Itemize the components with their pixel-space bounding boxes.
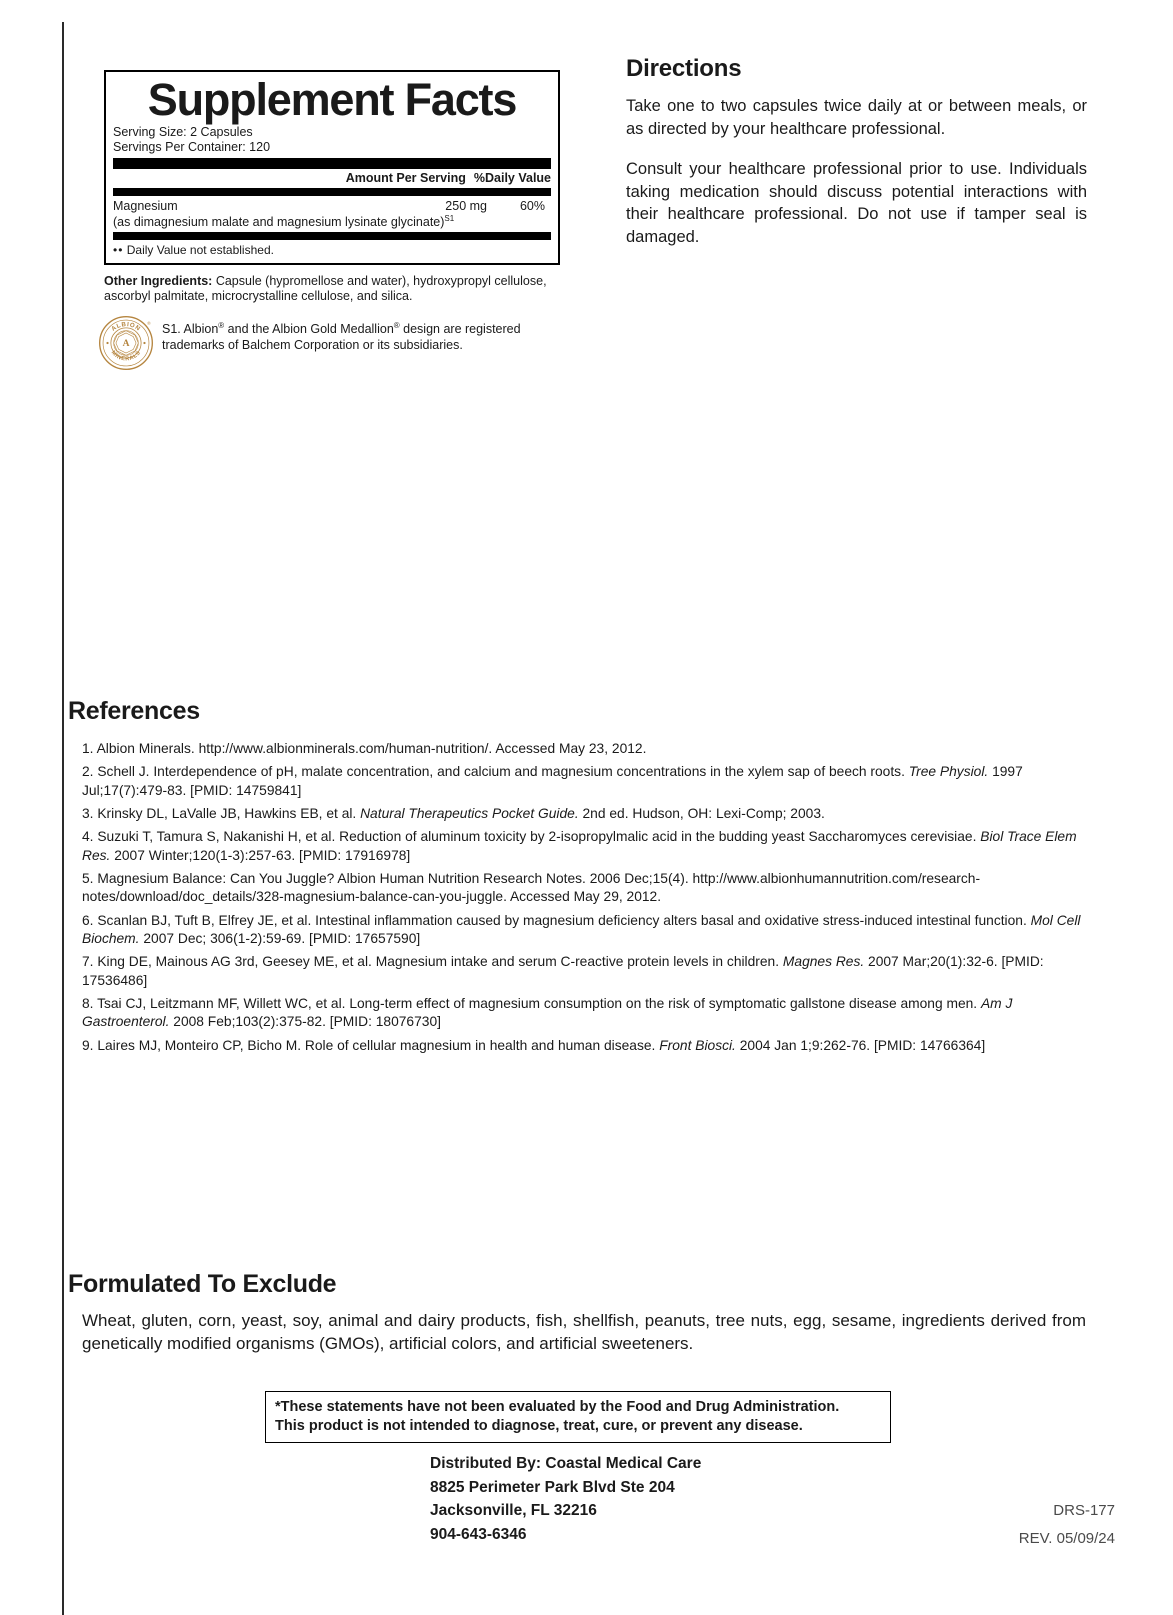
sf-nutrient-source-ref: S1: [444, 213, 455, 223]
distributed-by: Distributed By: Coastal Medical Care: [430, 1455, 702, 1472]
reference-text: 2. Schell J. Interdependence of pH, malate concentration, and calcium and magnesium concentrations in the xylem sap of beech roots.: [82, 764, 909, 780]
reference-item: [82, 740, 1088, 758]
servings-per-container: Servings Per Container: 120: [113, 139, 271, 154]
sf-column-headers: [113, 169, 551, 187]
reference-text: 5. Magnesium Balance: Can You Juggle? Albion Human Nutrition Research Notes. 2006 Dec;15(4). http://www.albionhumannutrition.com/research-notes/download/doc_details/328-magnesium-balance-can-you-juggle. Accessed May 29, 2012.: [82, 871, 981, 905]
albion-gold-medallion-icon: [98, 315, 154, 371]
reference-text: 7. King DE, Mainous AG 3rd, Geesey ME, et al. Magnesium intake and serum C-reactive protein levels in children.: [82, 954, 783, 970]
reference-text: 4. Suzuki T, Tamura S, Nakanishi H, et al. Reduction of aluminum toxicity by 2-isopropylmalic acid in the budding yeast Saccharomyces cerevisiae.: [82, 829, 981, 845]
registered-mark-icon-1: ®: [218, 321, 225, 330]
albion-trademark-note: [162, 321, 554, 353]
sf-nutrient-amount: 250 mg: [445, 198, 487, 213]
reference-item: [82, 995, 1088, 1032]
sf-rule-med-bottom: [113, 232, 551, 240]
distributor-block: [430, 1452, 701, 1546]
reference-item: [82, 953, 1088, 990]
formulated-to-exclude-section: [68, 1270, 1088, 1356]
sf-nutrient-source: [113, 214, 551, 230]
formulated-to-exclude-text: Wheat, gluten, corn, yeast, soy, animal and dairy products, fish, shellfish, peanuts, tree nuts, egg, sesame, ingredients derived from genetically modified organisms (GMOs), artificial colors, and artificial sweeteners.: [82, 1311, 1086, 1354]
distributor-city-state-zip: Jacksonville, FL 32216: [430, 1502, 597, 1520]
reference-text: 1997 Jul;17(7):479-83. [PMID: 14759841]: [82, 764, 1023, 798]
reference-journal-title: Mol Cell Biochem.: [82, 912, 1081, 947]
sf-rule-med: [113, 188, 551, 196]
directions-section: [626, 55, 1087, 249]
reference-item: [82, 1037, 1088, 1055]
other-ingredients-text: Capsule (hypromellose and water), hydroxypropyl cellulose, ascorbyl palmitate, microcrystalline cellulose, and silica.: [104, 274, 547, 304]
reference-text: 6. Scanlan BJ, Tuft B, Elfrey JE, et al. Intestinal inflammation caused by magnesium deficiency alters basal and oxidative stress-induced intestinal function.: [82, 912, 1031, 928]
albion-seal-top-label: ALBION: [110, 321, 142, 333]
document-codes: [1019, 1497, 1115, 1553]
serving-info: [113, 125, 551, 155]
svg-text:®: ®: [147, 321, 151, 327]
page-left-rule: [62, 22, 64, 1615]
supplement-facts-title: Supplement Facts: [147, 74, 517, 125]
formulated-to-exclude-heading: Formulated To Exclude: [68, 1270, 337, 1298]
albion-trademark-block: [98, 313, 558, 371]
reference-journal-title: Tree Physiol.: [908, 764, 989, 780]
sf-rule-thick-top: [113, 158, 551, 169]
svg-text:A: A: [122, 338, 130, 349]
reference-item: [82, 763, 1088, 800]
reference-text: 8. Tsai CJ, Leitzmann MF, Willett WC, et al. Long-term effect of magnesium consumption on the risk of symptomatic gallstone disease among men.: [82, 996, 981, 1012]
references-section: [68, 697, 1088, 1060]
reference-item: [82, 912, 1088, 949]
sf-nutrient-source-text: (as dimagnesium malate and magnesium lysinate glycinate): [113, 214, 445, 229]
sf-nutrient-daily-value: 60%: [519, 198, 545, 213]
reference-journal-title: Magnes Res.: [782, 954, 865, 970]
fda-disclaimer-box: [265, 1391, 891, 1443]
reference-journal-title: Biol Trace Elem Res.: [82, 829, 1077, 863]
reference-text: 2004 Jan 1;9:262-76. [PMID: 14766364]: [735, 1037, 986, 1053]
document-revision: REV. 05/09/24: [1018, 1529, 1115, 1547]
albion-seal-bottom-label: MINERALS: [109, 349, 143, 363]
reference-text: 1. Albion Minerals. http://www.albionminerals.com/human-nutrition/. Accessed May 23, 2012.: [82, 741, 647, 756]
directions-paragraph-2: Consult your healthcare professional prior to use. Individuals taking medication should discuss potential interactions with their healthcare professional. Do not use if tamper seal is damaged.: [626, 160, 1087, 246]
sf-col-dv-header: %Daily Value: [473, 170, 551, 185]
supplement-facts-panel: [104, 70, 560, 265]
other-ingredients: [104, 274, 559, 305]
reference-item: [82, 828, 1088, 865]
reference-text: 3. Krinsky DL, LaValle JB, Hawkins EB, et al.: [82, 806, 361, 822]
registered-mark-icon-2: ®: [393, 321, 400, 330]
distributor-address: 8825 Perimeter Park Blvd Ste 204: [430, 1478, 675, 1496]
references-heading: References: [68, 697, 200, 725]
reference-text: 2007 Dec; 306(1-2):59-69. [PMID: 17657590]: [139, 931, 421, 947]
svg-text:MINERALS: [110, 350, 143, 363]
sf-nutrient-name: Magnesium: [113, 198, 178, 213]
sf-footnote-marks: ••: [113, 242, 124, 257]
reference-text: 9. Laires MJ, Monteiro CP, Bicho M. Role of cellular magnesium in health and human disease.: [82, 1037, 660, 1053]
reference-text: 2nd ed. Hudson, OH: Lexi-Comp; 2003.: [578, 806, 825, 822]
sf-nutrient-row-magnesium: [113, 197, 551, 231]
reference-item: [82, 805, 1088, 823]
reference-journal-title: Natural Therapeutics Pocket Guide.: [360, 806, 579, 822]
references-list: [68, 740, 1088, 1055]
albion-note-part-3: design are registered trademarks of Balchem Corporation or its subsidiaries.: [162, 322, 521, 352]
sf-col-amount-header: Amount Per Serving: [345, 170, 466, 185]
fda-disclaimer-line-1: *These statements have not been evaluated by the Food and Drug Administration.: [275, 1399, 840, 1415]
albion-note-part-2: and the Albion Gold Medallion: [224, 322, 394, 337]
sf-footnote: [113, 241, 551, 258]
reference-text: 2007 Mar;20(1):32-6. [PMID: 17536486]: [82, 954, 1044, 988]
serving-size: Serving Size: 2 Capsules: [113, 125, 253, 139]
other-ingredients-label: Other Ingredients:: [104, 274, 213, 288]
reference-text: 2008 Feb;103(2):375-82. [PMID: 18076730]: [169, 1014, 441, 1030]
directions-paragraph-1: Take one to two capsules twice daily at or between meals, or as directed by your healthcare professional.: [626, 97, 1087, 138]
reference-text: 2007 Winter;120(1-3):257-63. [PMID: 17916978]: [110, 847, 411, 863]
albion-note-part-1: S1. Albion: [162, 322, 219, 337]
distributor-phone: 904-643-6346: [430, 1525, 527, 1543]
reference-item: [82, 870, 1088, 907]
reference-journal-title: Front Biosci.: [659, 1037, 736, 1053]
sf-footnote-text: Daily Value not established.: [126, 242, 274, 257]
fda-disclaimer-line-2: This product is not intended to diagnose, treat, cure, or prevent any disease.: [275, 1417, 803, 1434]
document-code: DRS-177: [1053, 1502, 1115, 1519]
directions-heading: Directions: [626, 55, 742, 82]
reference-journal-title: Am J Gastroenterol.: [82, 996, 1013, 1030]
